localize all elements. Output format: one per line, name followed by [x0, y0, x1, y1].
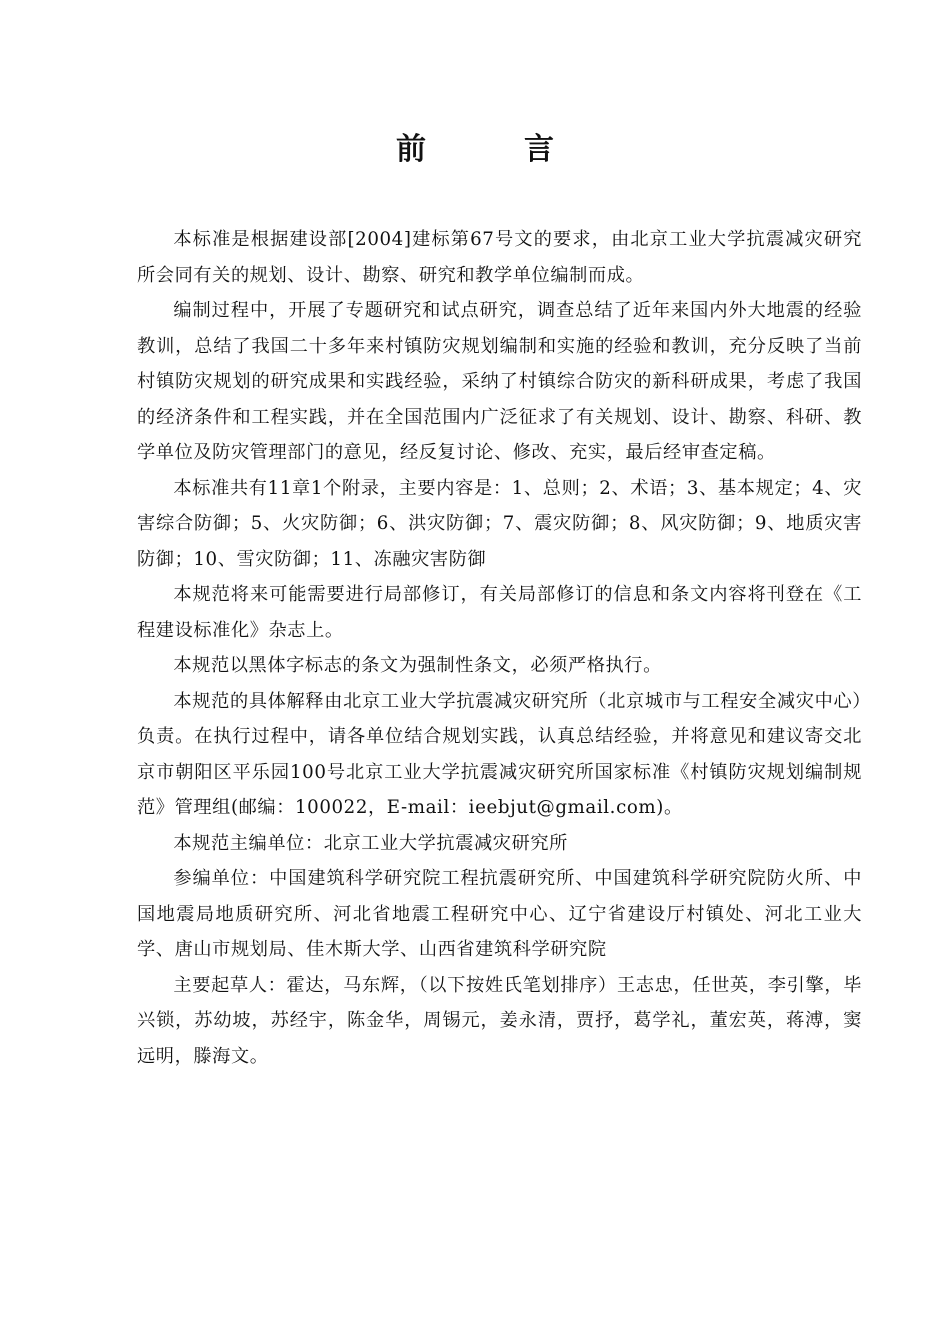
paragraph-process: 编制过程中，开展了专题研究和试点研究，调查总结了近年来国内外大地震的经验教训，总结了我国二十多年来村镇防灾规划编制和实施的经验和教训，充分反映了当前村镇防灾规划的研究成果和实践经验，采纳了村镇综合防灾的新科研成果，考虑了我国的经济条件和工程实践，并在全国范围内广泛征求了有关规划、设计、勘察、科研、教学单位及防灾管理部门的意见，经反复讨论、修改、充实，最后经审查定稿。: [137, 300, 862, 463]
paragraph-basis: 本标准是根据建设部[2004]建标第67号文的要求，由北京工业大学抗震减灾研究所会同有关的规划、设计、勘察、研究和教学单位编制而成。: [137, 229, 862, 286]
paragraph-contents: 本标准共有11章1个附录，主要内容是：1、总则；2、术语；3、基本规定；4、灾害综合防御；5、火灾防御；6、洪灾防御；7、震灾防御；8、风灾防御；9、地质灾害防御；10、雪灾防御；11、冻融灾害防御: [137, 477, 862, 570]
paragraph-interpretation: 本规范的具体解释由北京工业大学抗震减灾研究所（北京城市与工程安全减灾中心）负责。在执行过程中，请各单位结合规划实践，认真总结经验，并将意见和建议寄交北京市朝阳区平乐园100号北京工业大学抗震减灾研究所国家标准《村镇防灾规划编制规范》管理组(邮编：100022，E-mail：ieebjut@gmail.com)。: [137, 690, 862, 818]
paragraph-drafters: 主要起草人：霍达，马东辉，（以下按姓氏笔划排序）王志忠，任世英，李引擎，毕兴锁，苏幼坡，苏经宇，陈金华，周锡元，姜永清，贾抒，葛学礼，董宏英，蒋溥，窦远明，滕海文。: [137, 974, 862, 1067]
paragraph-revision: 本规范将来可能需要进行局部修订，有关局部修订的信息和条文内容将刊登在《工程建设标准化》杂志上。: [137, 584, 862, 641]
page-title: 前 言: [396, 132, 588, 167]
paragraph-mandatory: 本规范以黑体字标志的条文为强制性条文，必须严格执行。: [173, 655, 662, 676]
paragraph-participating-units: 参编单位：中国建筑科学研究院工程抗震研究所、中国建筑科学研究院防火所、中国地震局地质研究所、河北省地震工程研究中心、辽宁省建设厅村镇处、河北工业大学、唐山市规划局、佳木斯大学、山西省建筑科学研究院: [137, 868, 862, 960]
paragraph-chief-unit: 本规范主编单位：北京工业大学抗震减灾研究所: [173, 832, 568, 854]
preface-body: [137, 222, 862, 1074]
